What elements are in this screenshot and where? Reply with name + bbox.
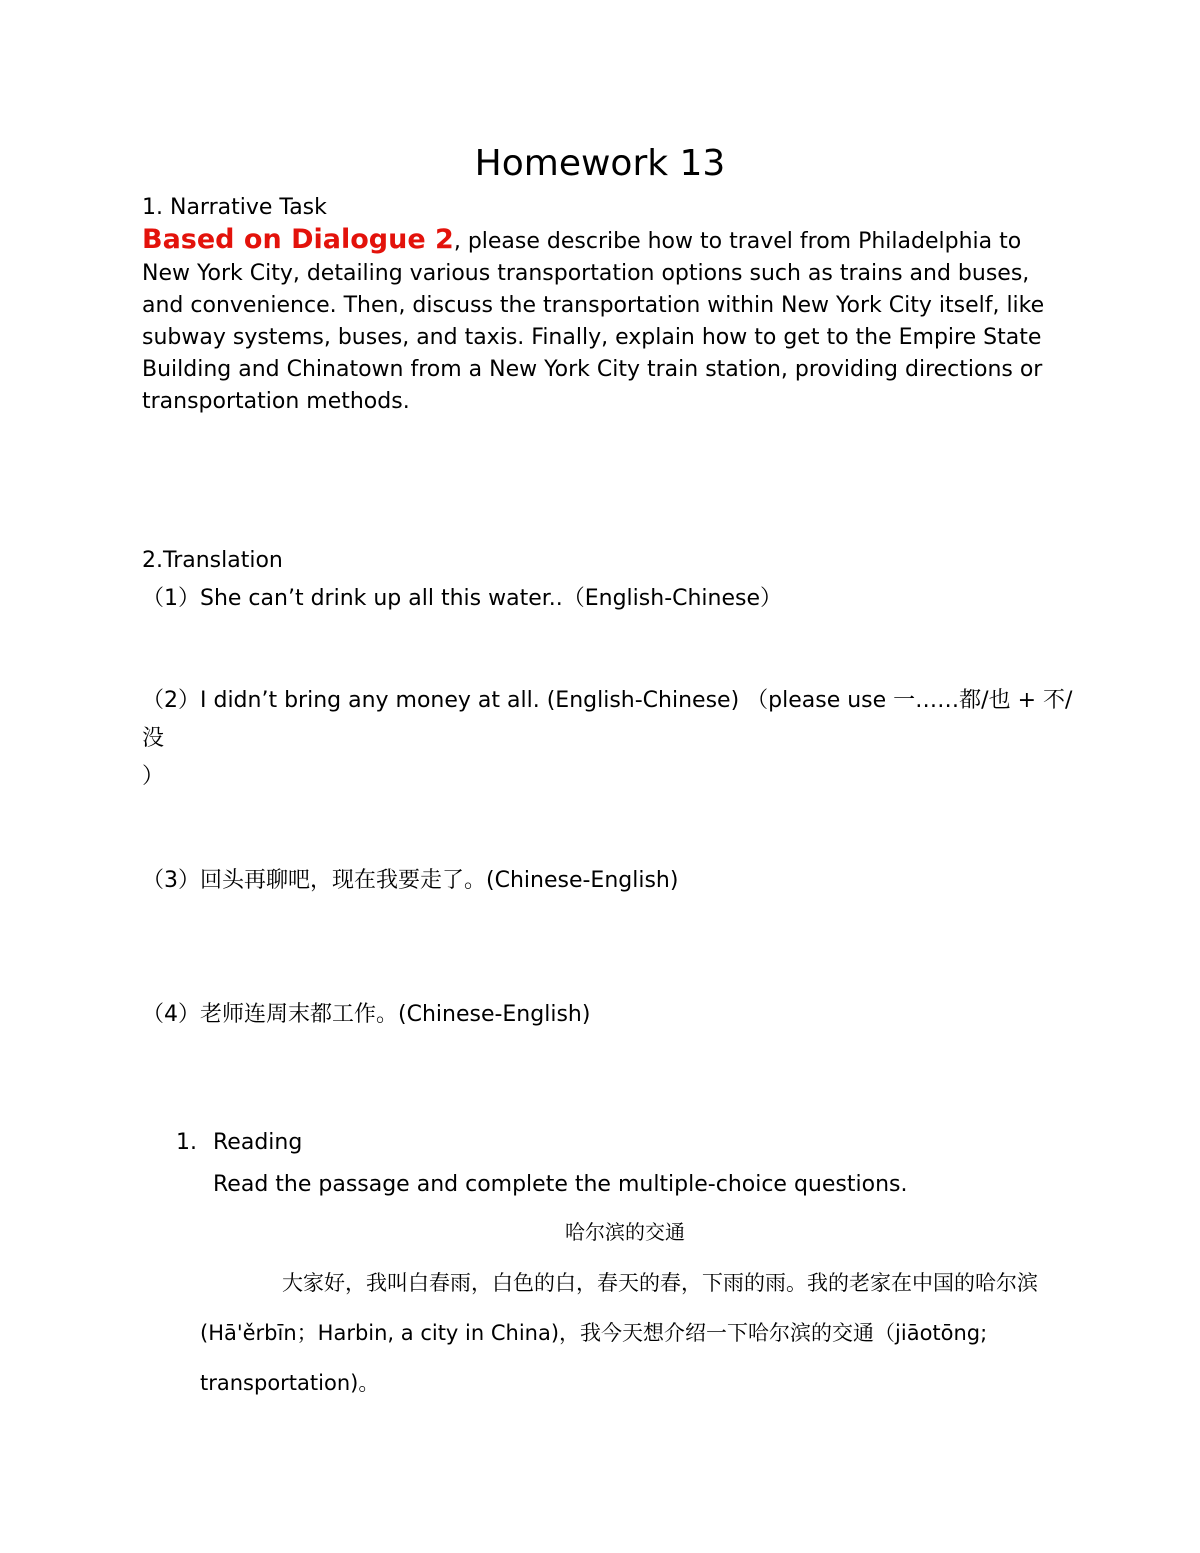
- translation-item-1: （1）She can’t drink up all this water..（English-Chinese）: [142, 586, 783, 611]
- translation-heading: 2.Translation: [142, 548, 283, 573]
- narrative-task-body: [142, 224, 1072, 418]
- translation-item-4: （4）老师连周末都工作。(Chinese-English): [142, 1002, 591, 1027]
- narrative-task-heading: 1. Narrative Task: [142, 195, 327, 220]
- page-title: Homework 13: [474, 143, 726, 184]
- reading-heading: Reading: [213, 1130, 303, 1155]
- passage-title: 哈尔滨的交通: [565, 1220, 685, 1244]
- translation-item-2: （2）I didn’t bring any money at all. (English-Chinese) （please use 一……都/也 + 不/没 ）: [142, 688, 1073, 789]
- translation-item-3: （3）回头再聊吧，现在我要走了。(Chinese-English): [142, 868, 679, 893]
- reading-list-number: 1.: [176, 1130, 197, 1155]
- dialogue-highlight: Based on Dialogue 2: [142, 224, 454, 255]
- narrative-task-text: , please describe how to travel from Philadelphia to New York City, detailing various transportation options such as trains and buses, and convenience. Then, discuss the transportation within New York City itself, like subway systems, buses, and taxis. Finally, explain how to get to the Empire State Building and Chinatown from a New York City train station, providing directions or transportation methods.: [142, 229, 1045, 414]
- reading-instruction: Read the passage and complete the multiple-choice questions.: [213, 1172, 908, 1197]
- passage-text: 大家好，我叫白春雨，白色的白，春天的春，下雨的雨。我的老家在中国的哈尔滨(Hā'ěrbīn；Harbin, a city in China)，我今天想介绍一下哈尔滨的交通（jiāotōng; transportation)。: [200, 1271, 1038, 1395]
